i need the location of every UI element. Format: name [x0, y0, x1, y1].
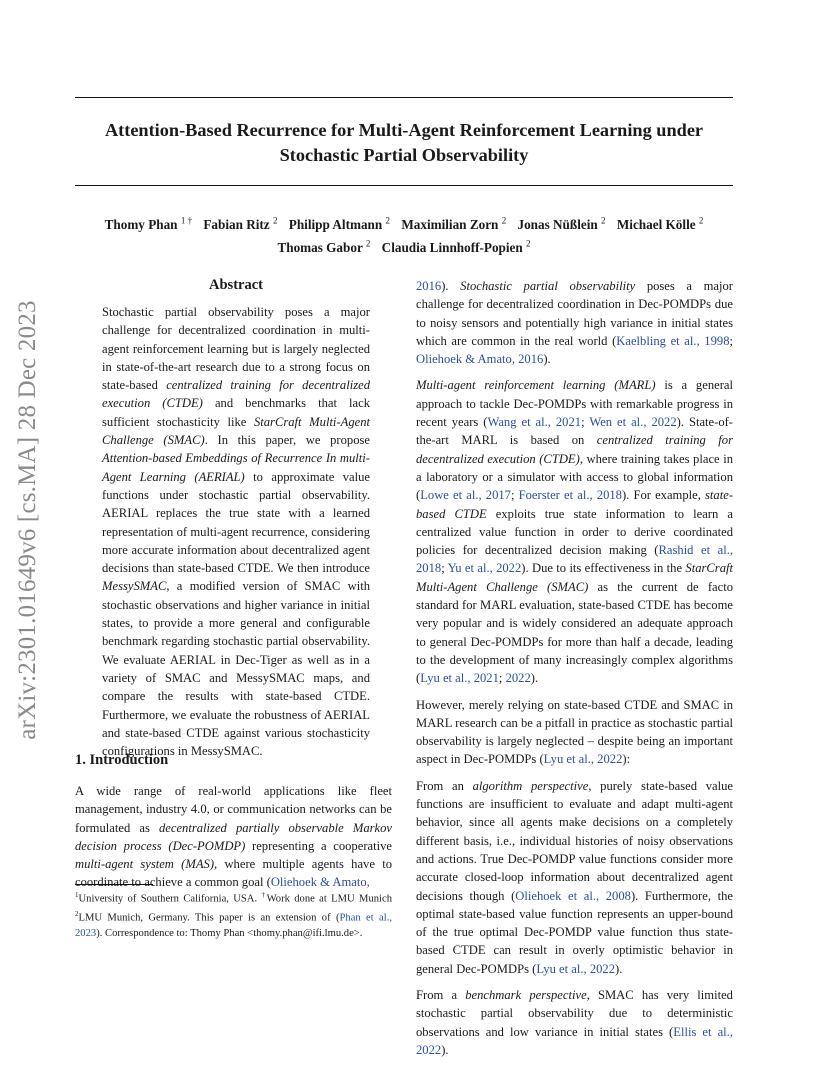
citation-link[interactable]: Oliehoek & Amato, 2016	[416, 352, 544, 367]
text-run: A wide range of real-world applications like fleet management, industry 4.0, or communication networks can be formulated as	[75, 784, 392, 835]
text-run: ).	[441, 1042, 449, 1057]
text-run: ). For example,	[621, 488, 706, 503]
text-run: , where training takes place in a laboratory or a simulator with access to global information (	[416, 451, 733, 503]
text-run: ). State-of-the-art MARL is based on	[416, 415, 734, 448]
citation-link[interactable]: 2016	[416, 279, 442, 293]
text-run: ;	[498, 671, 506, 686]
emphasized-term: centralized training for decentralized execution (CTDE)	[416, 433, 733, 466]
emphasized-term: centralized training for decentralized execution (CTDE)	[102, 378, 370, 411]
emphasized-term: Multi-agent reinforcement learning (MARL)	[416, 378, 656, 393]
text-run: LMU Munich, Germany. This paper is an extension of (	[78, 912, 340, 924]
text-run: , where multiple agents have to coordinate to achieve a common goal (	[75, 857, 392, 890]
text-run: ):	[622, 752, 631, 767]
author: Maximilian Zorn $^2$	[401, 216, 507, 233]
citation-link[interactable]: Foerster et al., 2018	[518, 488, 622, 503]
abstract-heading: Abstract	[209, 277, 263, 293]
text-run: , a modified version of SMAC with stochastic observations and higher variance in initial states, to provide a more general and configurable benchmark regarding stochastic partial observability. We evaluate AERIAL in Dec-Tiger as well as in a variety of SMAC and MessySMAC maps, and compare the results with state-based CTDE. Furthermore, we evaluate the robustness of AERIAL and state-based CTDE against various stochasticity configurations in MessySMAC.	[102, 579, 370, 759]
author-line-2	[75, 234, 733, 256]
emphasized-term: Attention-based Embeddings of Recurrence In multi-Agent Learning (AERIAL)	[102, 451, 370, 484]
citation-link[interactable]: Oliehoek et al., 2008	[515, 888, 631, 903]
abstract-paragraph	[102, 303, 370, 760]
text-run: ). Correspondence to: Thomy Phan <thomy.phan@ifi.lmu.de>.	[96, 928, 363, 940]
citation-link[interactable]: Lyu et al., 2022	[543, 752, 623, 767]
emphasized-term: multi-agent system (MAS)	[75, 857, 215, 872]
citation-link[interactable]: Oliehoek & Amato,	[270, 875, 370, 890]
citation-link[interactable]: Lyu et al., 2021	[420, 671, 499, 686]
emphasized-term: state-based CTDE	[416, 488, 734, 521]
emphasized-term: MessySMAC	[102, 579, 167, 594]
citation-link[interactable]: Wen et al., 2022	[589, 415, 677, 430]
introduction-text-right	[416, 277, 733, 1067]
footnote-rule	[75, 884, 153, 885]
footnote-marker: 1	[75, 891, 79, 899]
text-run: as the current de facto standard for MARL evaluation, state-based CTDE has become very popular and is widely considered an adequate approach to general Dec-POMDPs for more than half a decade, leading to the development of many increasingly complex algorithms (	[416, 579, 733, 686]
author: Thomy Phan $^{1 \dagger}$	[104, 216, 193, 233]
text-run: ;	[581, 415, 590, 430]
arxiv-identifier: arXiv:2301.01649v6 [cs.MA] 28 Dec 2023	[14, 300, 41, 740]
emphasized-term: benchmark perspective	[465, 987, 587, 1002]
text-run: From an	[416, 778, 473, 793]
section-heading-introduction: 1. Introduction	[75, 752, 169, 768]
citation-link[interactable]: Phan et al., 2023	[75, 912, 393, 940]
paragraph	[416, 696, 733, 769]
text-run: , SMAC has very limited stochastic partial observability due to deterministic observations and low variance in initial states (	[416, 987, 733, 1039]
text-run: ).	[441, 279, 461, 293]
author: Fabian Ritz $^2$	[203, 216, 278, 233]
text-run: Work done at LMU Munich	[266, 893, 393, 905]
title-line-2: Stochastic Partial Observability	[279, 145, 529, 165]
footnote-marker: †	[261, 891, 267, 899]
text-run: Stochastic partial observability poses a major challenge for decentralized coordination in multi-agent reinforcement learning but is largely neglected in state-of-the-art research due to a strong focus on state-based	[102, 305, 370, 393]
author: Claudia Linnhoff-Popien $^2$	[381, 238, 531, 255]
arxiv-watermark	[4, 280, 52, 760]
title-rule-bottom	[75, 185, 733, 186]
citation-link[interactable]: 2022	[505, 671, 531, 686]
text-run: . In this paper, we propose	[204, 433, 370, 448]
emphasized-term: StarCraft Multi-Agent Challenge (SMAC)	[416, 561, 733, 594]
text-run: to approximate value functions under stochastic partial observability. AERIAL replaces the true state with a learned representation of multi-agent recurrence, considering more accurate information about decentralized agent decisions than state-based CTDE. We then introduce	[102, 469, 370, 576]
text-run: From a	[416, 987, 466, 1002]
abstract-body	[102, 303, 370, 768]
citation-link[interactable]: Ellis et al., 2022	[416, 1024, 733, 1057]
text-run: However, merely relying on state-based CTDE and SMAC in MARL research can be a pitfall in practice as stochastic partial observability is largely neglected – despite being an important aspect in Dec-POMDPs (	[416, 697, 733, 767]
citation-link[interactable]: Lyu et al., 2022	[536, 961, 616, 976]
text-run: ;	[510, 488, 519, 503]
text-run: ).	[530, 671, 539, 686]
text-run: ).	[615, 961, 623, 976]
text-run: , purely state-based value functions are insufficient to evaluate and adapt multi-agent behavior, since all agents make decisions on a completely different basis, i.e., individual histories of noisy observations and actions. True Dec-POMDP value functions consider more accurate closed-loop information about decentralized agent decisions though (	[416, 778, 733, 903]
author-line-1	[75, 212, 733, 234]
citation-link[interactable]: Rashid et al., 2018	[416, 543, 733, 576]
citation-link[interactable]: Yu et al., 2022	[447, 561, 522, 576]
emphasized-term: Stochastic partial observability	[460, 279, 636, 293]
emphasized-term: decentralized partially observable Markov decision process (Dec-POMDP)	[75, 820, 392, 853]
footnote-marker: 2	[75, 910, 79, 919]
text-run: is a general approach to tackle Dec-POMDPs with remarkable progress in recent years (	[416, 378, 733, 430]
emphasized-term: StarCraft Multi-Agent Challenge (SMAC)	[102, 414, 371, 448]
text-run: exploits true state information to learn a centralized value function in order to derive coordinated policies for decentralized decision making (	[416, 506, 733, 558]
text-run: ).	[543, 352, 551, 367]
text-run: and benchmarks that lack sufficient stochasticity like	[102, 396, 370, 429]
author: Jonas Nüßlein $^2$	[517, 216, 606, 233]
intro-paragraph	[75, 782, 392, 892]
author: Philipp Altmann $^2$	[288, 216, 391, 233]
text-run: poses a major challenge for decentralized coordination in Dec-POMDPs due to noisy sensors and potentially high variance in initial states which are common in the real world (	[416, 279, 733, 348]
text-run: ;	[729, 333, 733, 348]
paragraph	[416, 986, 733, 1059]
paragraph	[416, 376, 733, 687]
author: Thomas Gabor $^2$	[277, 238, 371, 255]
paragraph	[416, 777, 733, 978]
title-rule-top	[75, 97, 733, 98]
text-run: ). Due to its effectiveness in the	[521, 561, 686, 576]
introduction-text-left	[75, 782, 392, 900]
author-list	[75, 212, 733, 257]
title-line-1: Attention-Based Recurrence for Multi-Agent Reinforcement Learning under	[104, 120, 704, 140]
citation-link[interactable]: Lowe et al., 2017	[420, 488, 511, 503]
citation-link[interactable]: Kaelbling et al., 1998	[616, 333, 730, 348]
author: Michael Kölle $^2$	[616, 216, 704, 233]
citation-link[interactable]: Wang et al., 2021	[487, 415, 582, 430]
text-run: University of Southern California, USA.	[78, 893, 262, 905]
text-run: ). Furthermore, the optimal state-based value function represents an upper-bound of the true optimal Dec-POMDP value function thus state-based CTDE can result in overly optimistic behavior in general Dec-POMDPs (	[416, 888, 733, 976]
paper-title	[75, 118, 733, 168]
footnote	[75, 888, 392, 942]
emphasized-term: algorithm perspective	[472, 778, 589, 793]
text-run: representing a cooperative	[245, 838, 392, 853]
paragraph	[416, 277, 733, 368]
text-run: ;	[441, 561, 448, 576]
